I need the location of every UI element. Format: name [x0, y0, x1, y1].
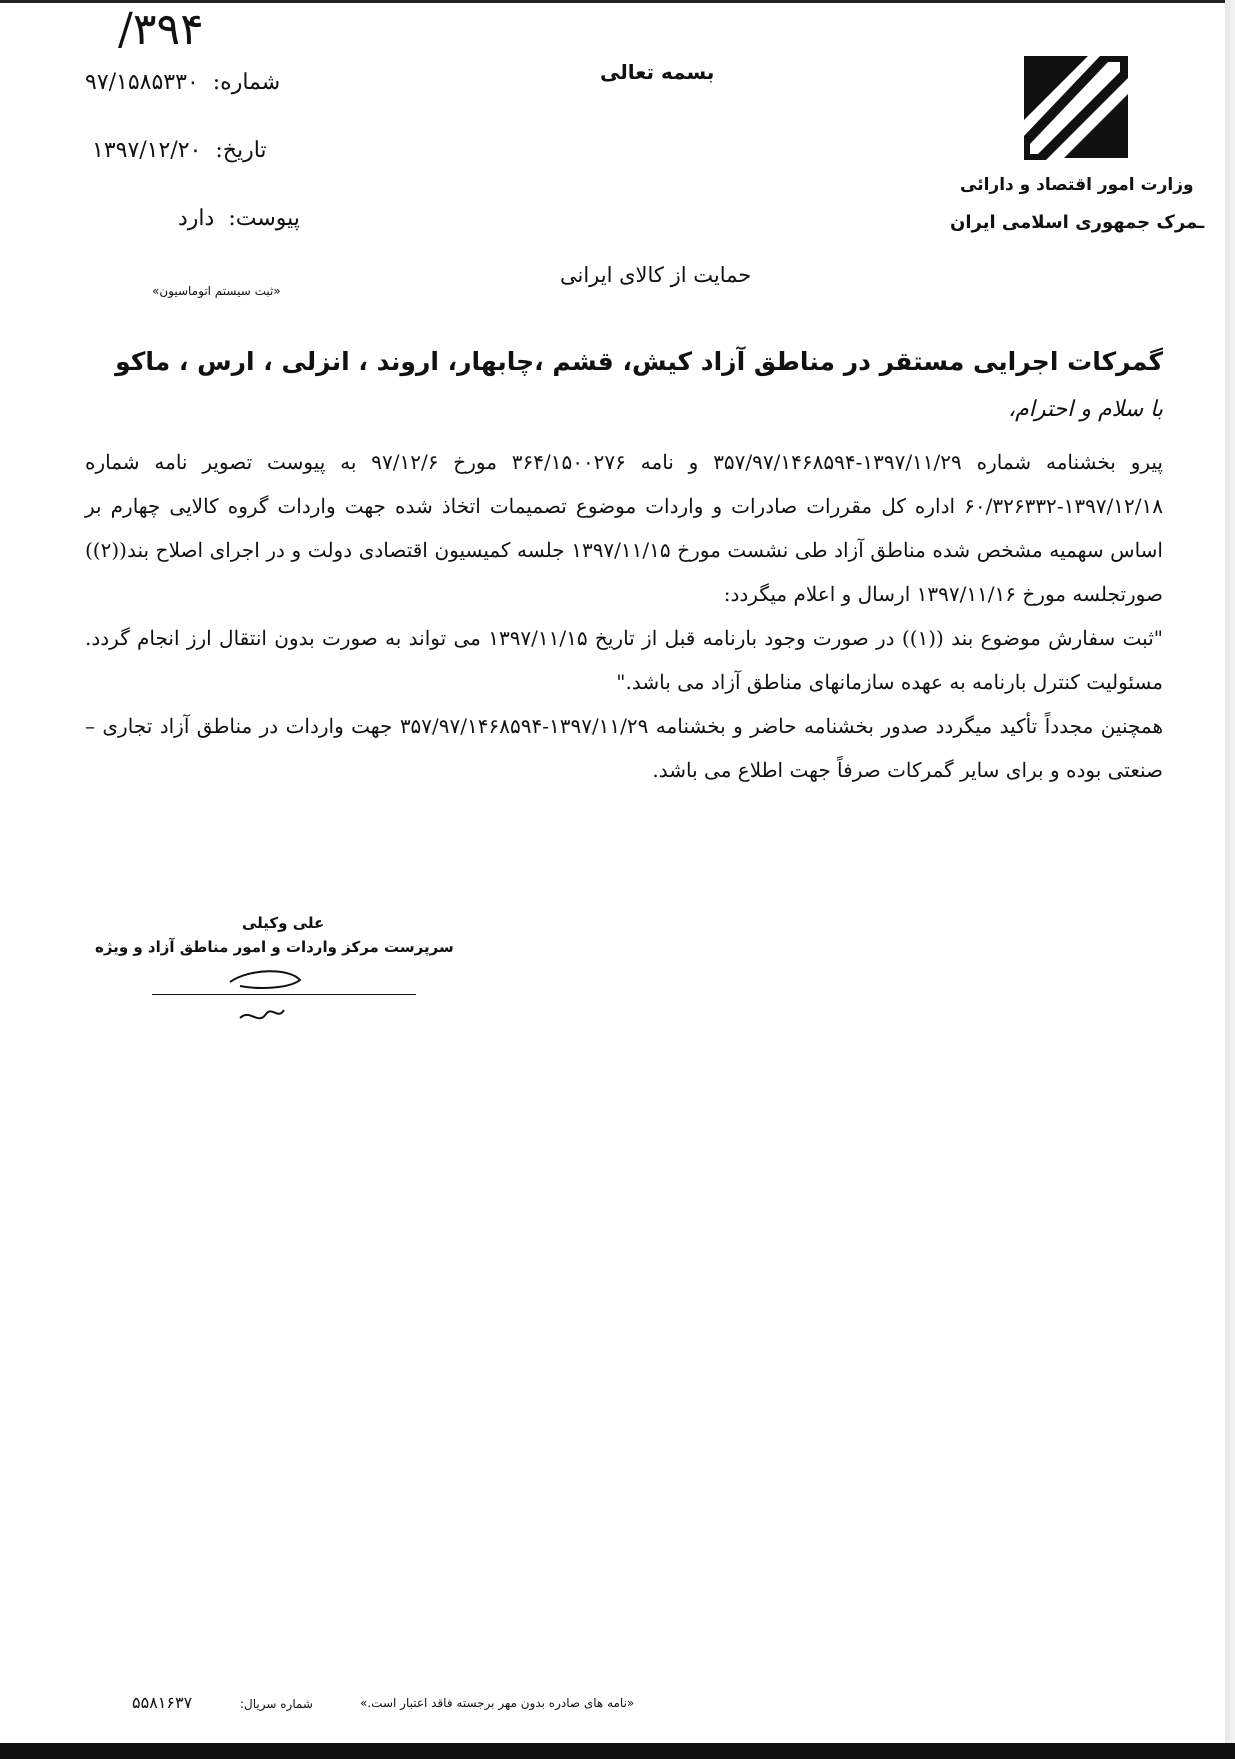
number-value: ۹۷/۱۵۸۵۳۳۰ — [85, 70, 199, 95]
recipients-heading: گمرکات اجرایی مستقر در مناطق آزاد کیش، قشم ،چابهار، اروند ، انزلی ، ارس ، ماکو — [115, 347, 1163, 376]
scan-right-edge — [1225, 0, 1235, 1759]
letter-attachment — [178, 206, 300, 231]
ministry-name: وزارت امور اقتصاد و دارائی — [960, 175, 1194, 195]
handwritten-number: ۳۹۴/ — [118, 4, 204, 55]
greeting: با سلام و احترام، — [1008, 397, 1163, 422]
body-paragraph: "ثبت سفارش موضوع بند ((۱)) در صورت وجود بارنامه قبل از تاریخ ۱۳۹۷/۱۱/۱۵ می تواند به صورت بدون انتقال ارز انجام گردد. مسئولیت کنترل بارنامه به عهده سازمانهای مناطق آزاد می باشد." — [85, 626, 1163, 694]
customs-logo-icon — [1016, 48, 1136, 166]
body-paragraph: همچنین مجدداً تأکید میگردد صدور بخشنامه حاضر و بخشنامه ۱۳۹۷/۱۱/۲۹-۳۵۷/۹۷/۱۴۶۸۵۹۴ جهت واردات در مناطق آزاد تجاری – صنعتی بوده و برای سایر گمرکات صرفاً جهت اطلاع می باشد. — [85, 714, 1164, 782]
date-value: ۱۳۹۷/۱۲/۲۰ — [92, 138, 202, 163]
basmala: بسمه تعالی — [600, 60, 715, 84]
letter-date — [92, 138, 267, 163]
scan-bottom-edge — [0, 1743, 1235, 1759]
body-paragraph: پیرو بخشنامه شماره ۱۳۹۷/۱۱/۲۹-۳۵۷/۹۷/۱۴۶۸۵۹۴ و نامه ۳۶۴/۱۵۰۰۲۷۶ مورخ ۹۷/۱۲/۶ به پیوست تصویر نامه شماره ۱۳۹۷/۱۲/۱۸-۶۰/۳۲۶۳۳۲ اداره کل مقررات صادرات و واردات موضوع تصمیمات اتخاذ شده جهت واردات گروه کالایی چهارم بر اساس سهمیه مشخص شده مناطق آزاد طی نشست مورخ ۱۳۹۷/۱۱/۱۵ جلسه کمیسیون اقتصادی دولت و در اجرای اصلاح بند((۲)) صورتجلسه مورخ ۱۳۹۷/۱۱/۱۶ ارسال و اعلام میگردد: — [85, 450, 1163, 606]
auto-registration-note: «ثبت سیستم اتوماسیون» — [152, 284, 281, 298]
serial-value: ۵۵۸۱۶۳۷ — [132, 1693, 193, 1712]
signature-scribble-icon — [220, 960, 310, 1030]
letter-number — [85, 70, 280, 95]
footer-validity-note: «نامه های صادره بدون مهر برجسته فاقد اعتبار است.» — [360, 1696, 635, 1710]
slogan: حمایت از کالای ایرانی — [560, 263, 752, 287]
scan-top-edge — [0, 0, 1235, 3]
signature-line — [152, 994, 416, 995]
attachment-value: دارد — [178, 206, 215, 231]
date-label: تاریخ: — [215, 138, 267, 163]
attachment-label: پیوست: — [228, 206, 300, 231]
serial-label: شماره سریال: — [240, 1697, 313, 1711]
number-label: شماره: — [212, 70, 281, 95]
letter-body — [85, 440, 1163, 792]
signatory-title: سرپرست مرکز واردات و امور مناطق آزاد و ویژه — [95, 938, 454, 956]
customs-name: ـمرک جمهوری اسلامی ایران — [950, 212, 1205, 233]
signatory-name: علی وکیلی — [242, 914, 325, 932]
